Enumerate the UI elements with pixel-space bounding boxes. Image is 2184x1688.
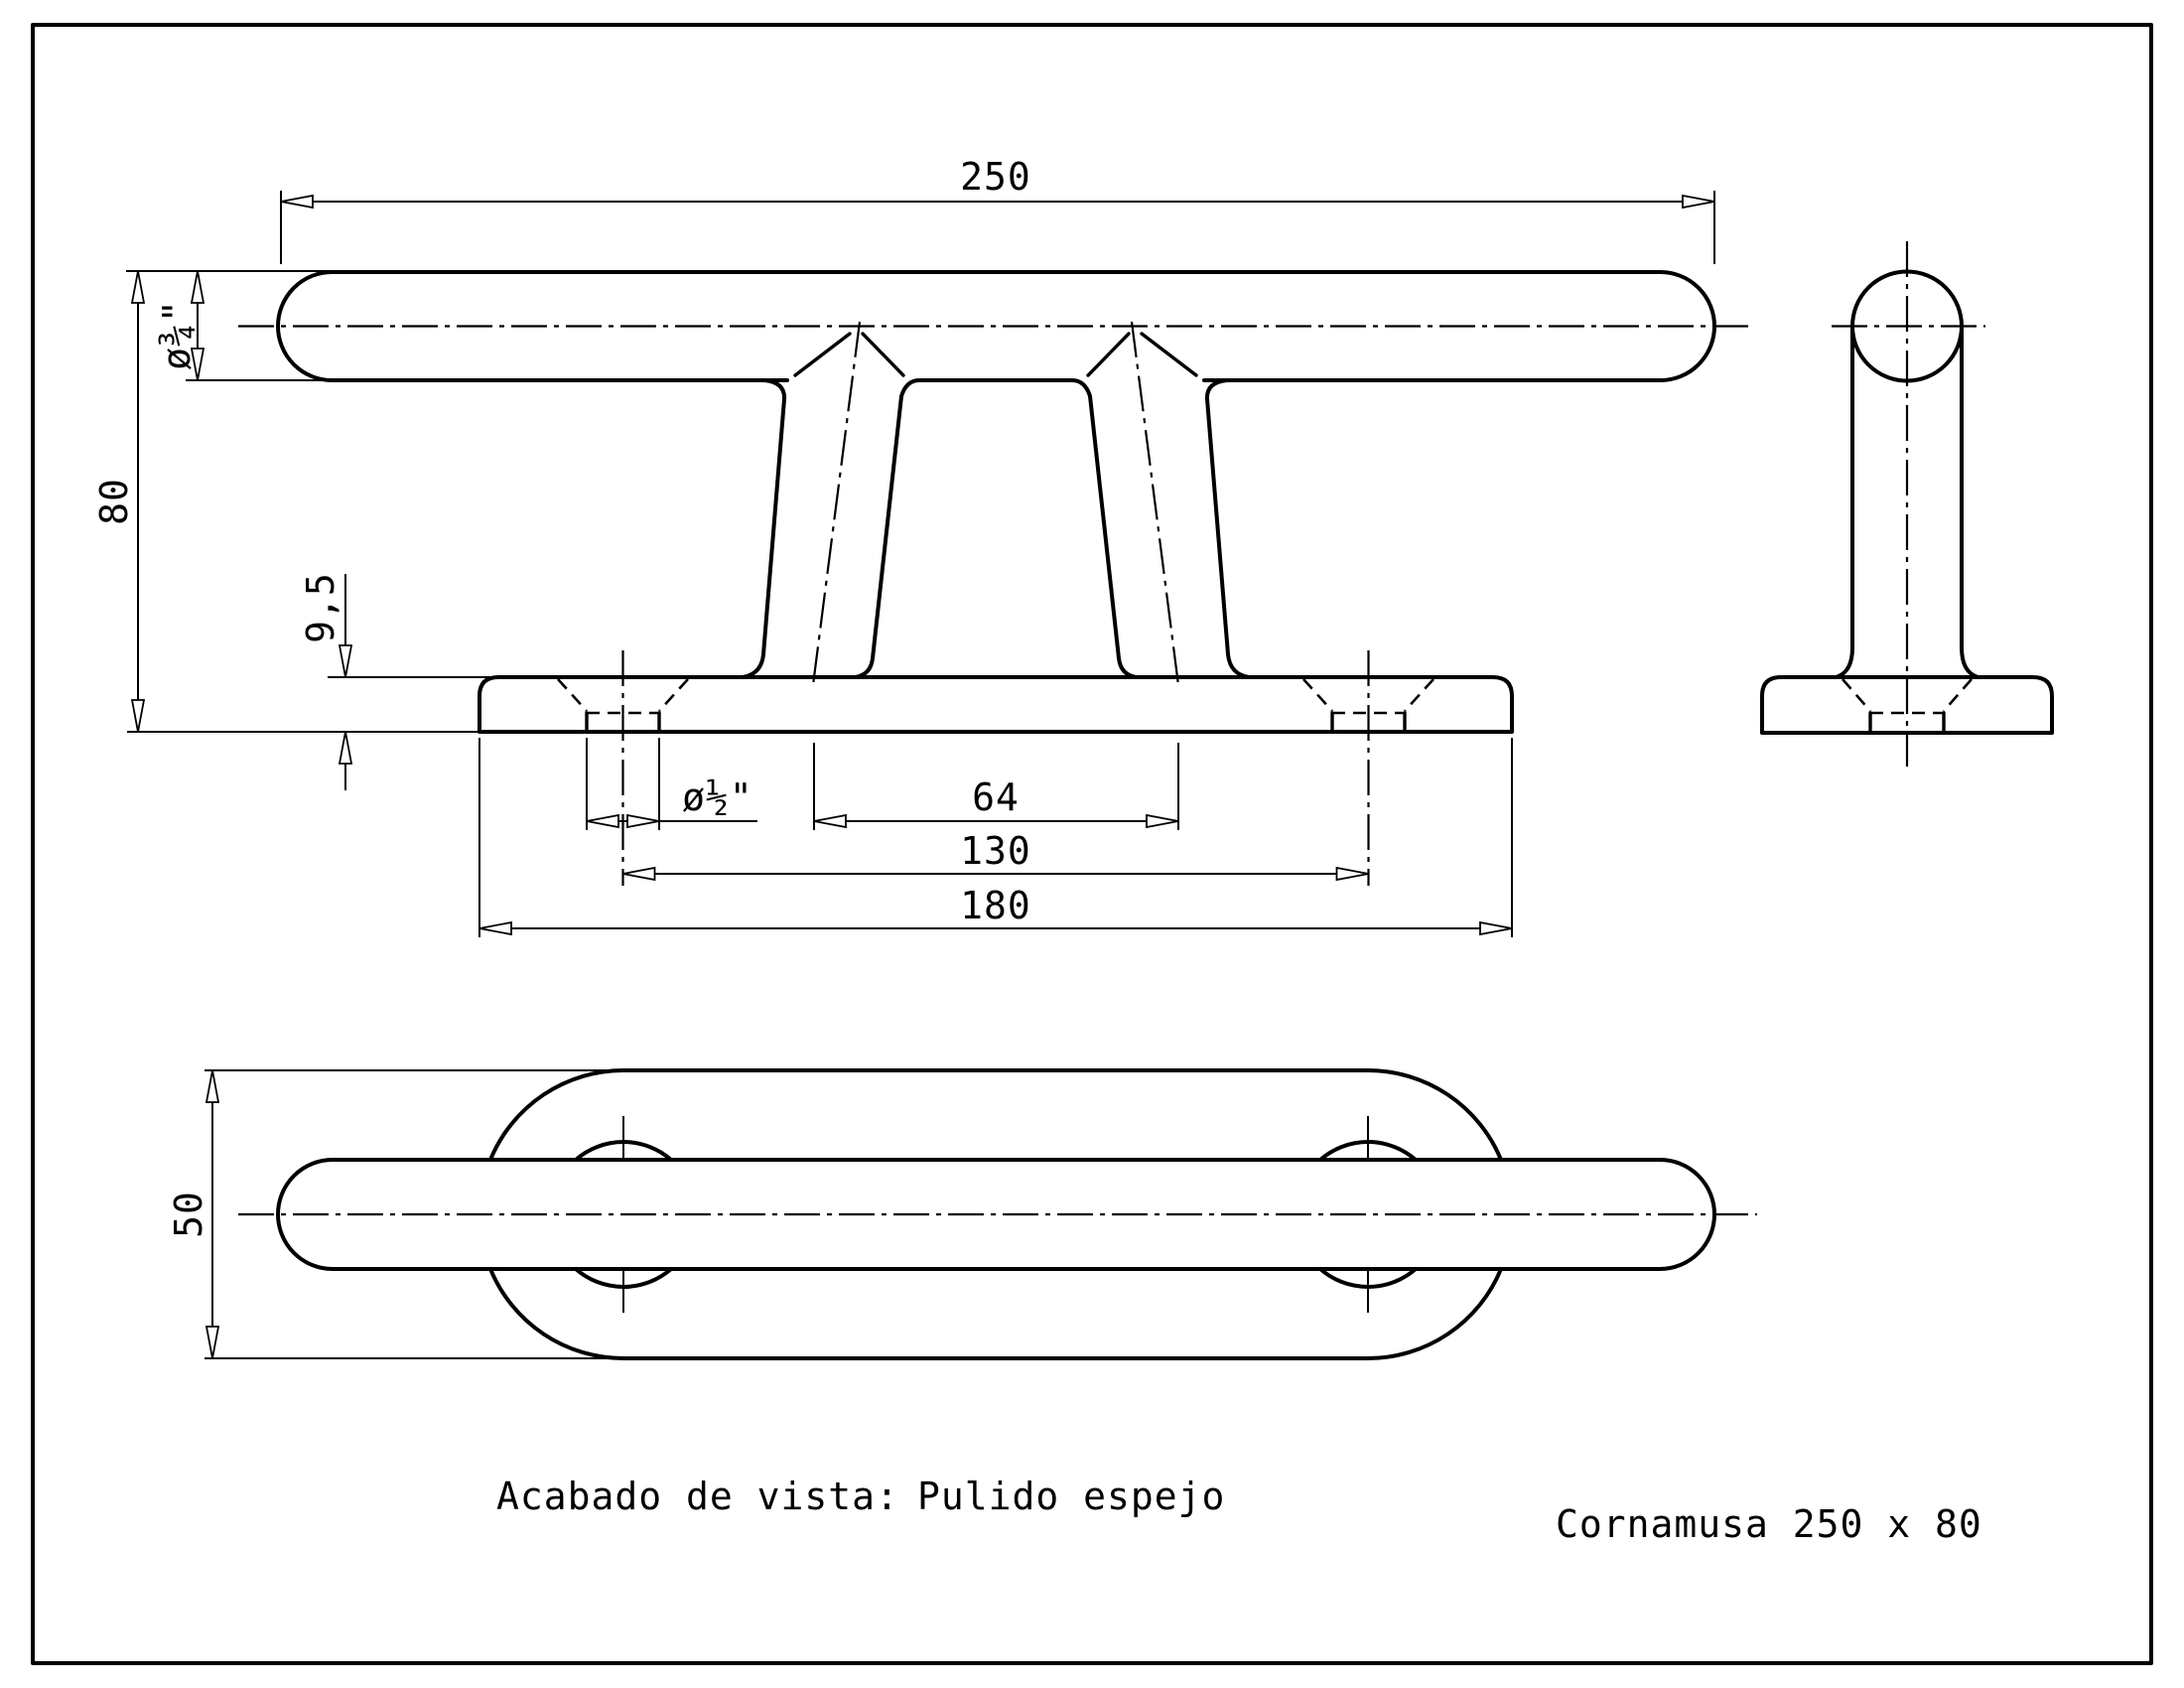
- countersink-cone-edge: [1944, 679, 1972, 711]
- arrowhead-icon: [1147, 815, 1178, 827]
- front-right-leg-centerline: [1132, 322, 1178, 685]
- side-post-left-edge: [1838, 326, 1852, 677]
- arrowhead-icon: [1480, 922, 1512, 934]
- arrowhead-icon: [206, 1327, 218, 1358]
- dim-hole-diameter-label: ø½": [682, 775, 753, 819]
- front-left-leg-centerline: [813, 322, 860, 685]
- dim-80-label: 80: [92, 478, 136, 525]
- arrowhead-icon: [340, 645, 351, 677]
- dim-130-label: 130: [960, 829, 1031, 873]
- front-left-leg-tangent-inner: [863, 334, 903, 375]
- countersink-cone-edge: [659, 679, 688, 711]
- front-right-leg-tangent-outer: [1142, 334, 1196, 375]
- dimension-hole-diameter: [587, 738, 757, 830]
- arrowhead-icon: [1683, 196, 1714, 208]
- side-post-right-edge: [1962, 326, 1977, 677]
- arrowhead-icon: [627, 815, 659, 827]
- dim-50-label: 50: [167, 1191, 210, 1238]
- arrowhead-icon: [587, 815, 618, 827]
- countersink-cone-edge: [1405, 679, 1433, 711]
- dim-bar-diameter-label: ø¾": [155, 299, 199, 370]
- arrowhead-icon: [479, 922, 511, 934]
- countersink-cone-edge: [1843, 679, 1870, 711]
- arrowhead-icon: [206, 1070, 218, 1102]
- countersink-cone-edge: [1303, 679, 1332, 711]
- dim-250-label: 250: [960, 155, 1031, 199]
- arrowhead-icon: [1337, 868, 1369, 880]
- front-central-opening: [855, 380, 1137, 677]
- finish-note-label: Acabado de vista:: [496, 1475, 899, 1518]
- front-base-plate: [479, 677, 1512, 732]
- dim-base-thickness-label: 9,5: [299, 572, 342, 643]
- side-view: [1762, 241, 2052, 767]
- dim-64-label: 64: [972, 775, 1020, 819]
- dimension-64: [814, 743, 1178, 830]
- countersink-cone-edge: [558, 679, 587, 711]
- front-left-leg-tangent-outer: [795, 334, 850, 375]
- front-right-leg-tangent-inner: [1088, 334, 1129, 375]
- front-right-leg-outer-edge: [1207, 380, 1249, 677]
- arrowhead-icon: [132, 700, 144, 732]
- front-left-leg-outer-edge: [743, 380, 784, 677]
- dimension-130: [623, 829, 1369, 880]
- arrowhead-icon: [281, 196, 313, 208]
- arrowhead-icon: [132, 271, 144, 303]
- dimension-250: [281, 155, 1714, 264]
- finish-note-value: Pulido espejo: [917, 1475, 1226, 1518]
- notes: [496, 1475, 1982, 1546]
- dimension-9-5: [299, 572, 491, 790]
- arrowhead-icon: [340, 732, 351, 764]
- arrowhead-icon: [814, 815, 846, 827]
- arrowhead-icon: [192, 271, 204, 303]
- dimension-80: [92, 271, 479, 732]
- dim-180-label: 180: [960, 884, 1031, 927]
- drawing-title: Cornamusa 250 x 80: [1556, 1502, 1982, 1546]
- top-view: [238, 1070, 1757, 1358]
- arrowhead-icon: [623, 868, 655, 880]
